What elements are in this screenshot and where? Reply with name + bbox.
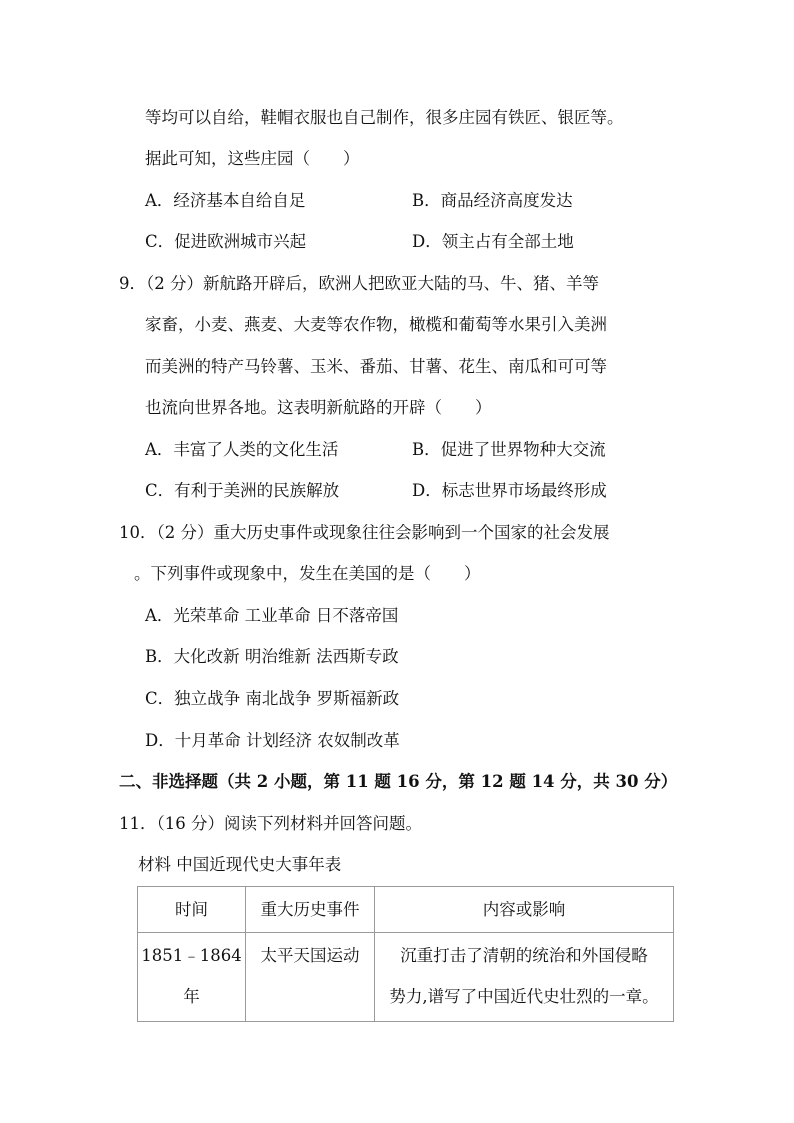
cell-impact-line-1: 沉重打击了清朝的统治和外国侵略 [400,946,648,965]
q10-option-a: A．光荣革命 工业革命 日不落帝国 [145,606,399,625]
cell-time-line-1: 1851﹣1864 [141,946,242,965]
q9-option-b: B．促进了世界物种大交流 [412,440,606,459]
q10-option-b: B．大化改新 明治维新 法西斯专政 [145,647,399,666]
table-header-row [138,887,674,933]
cell-impact [375,933,674,1022]
q10-line-1: 10．（2 分）重大历史事件或现象往往会影响到一个国家的社会发展 [119,523,610,542]
cell-event: 太平天国运动 [246,933,375,1022]
q8-option-d: D．领主占有全部土地 [412,232,574,251]
q10-line-2: 。下列事件或现象中，发生在美国的是（ ） [134,564,481,583]
q8-stem-line: 据此可知，这些庄园（ ） [145,149,360,168]
q10-option-d: D．十月革命 计划经济 农奴制改革 [145,731,400,750]
header-event: 重大历史事件 [246,887,375,933]
q9-line-4: 也流向世界各地。这表明新航路的开辟（ ） [145,398,492,417]
q9-line-1: 9．（2 分）新航路开辟后，欧洲人把欧亚大陆的马、牛、猪、羊等 [119,274,599,293]
q8-option-b: B．商品经济高度发达 [412,191,573,210]
q9-line-2: 家畜，小麦、燕麦、大麦等农作物，橄榄和葡萄等水果引入美洲 [145,315,607,334]
q8-option-c: C．促进欧洲城市兴起 [145,232,307,251]
q9-option-d: D．标志世界市场最终形成 [412,481,607,500]
q9-line-3: 而美洲的特产马铃薯、玉米、番茄、甘薯、花生、南瓜和可可等 [145,357,607,376]
cell-time [138,933,246,1022]
cell-impact-line-2: 势力,谱写了中国近代史壮烈的一章。 [389,987,659,1006]
q9-option-a: A．丰富了人类的文化生活 [145,440,339,459]
q8-text-line: 等均可以自给，鞋帽衣服也自己制作，很多庄园有铁匠、银匠等。 [145,108,624,127]
header-impact: 内容或影响 [375,887,674,933]
section-heading: 二、非选择题（共 2 小题，第 11 题 16 分，第 12 题 14 分，共 30 分） [119,772,678,791]
events-table [137,886,674,1022]
q8-option-a: A．经济基本自给自足 [145,191,306,210]
table-row [138,933,674,1022]
header-time: 时间 [138,887,246,933]
q10-option-c: C．独立战争 南北战争 罗斯福新政 [145,689,400,708]
q11-line-1: 11．（16 分）阅读下列材料并回答问题。 [119,814,422,833]
material-title: 材料 中国近现代史大事年表 [138,855,342,874]
cell-time-line-2: 年 [183,987,200,1006]
q9-option-c: C．有利于美洲的民族解放 [145,481,340,500]
